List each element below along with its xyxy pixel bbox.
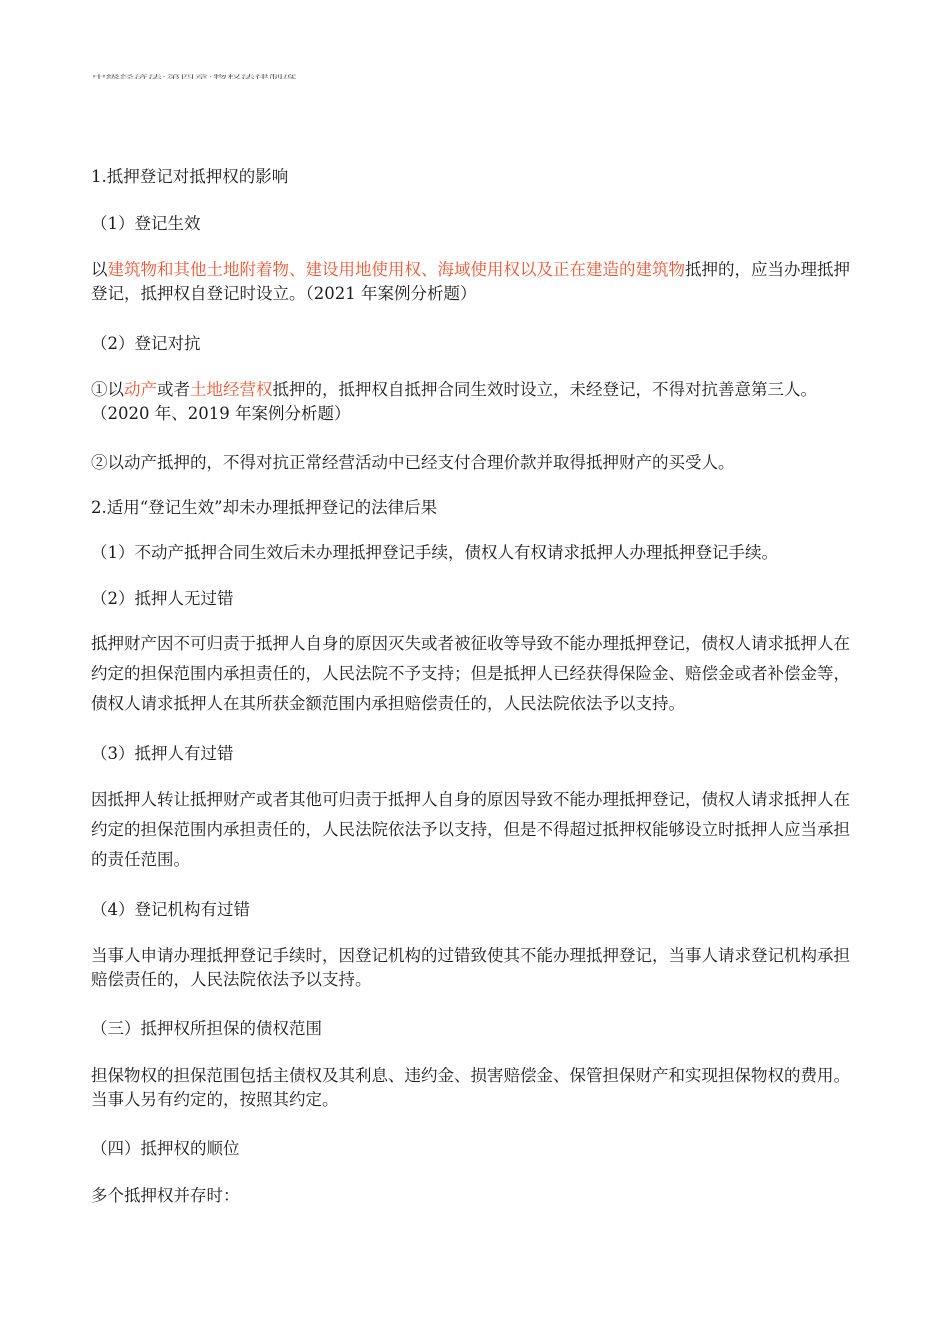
section-3-title: （三）抵押权所担保的债权范围 bbox=[91, 1019, 322, 1038]
paragraph-no-fault: 抵押财产因不可归责于抵押人自身的原因灭失或者被征收等导致不能办理抵押登记，债权人请求抵押人在约定的担保范围内承担责任的，人民法院不予支持；但是抵押人已经获得保险金、赔偿金或者补偿金等，债权人请求抵押人在其所获金额范围内承担赔偿责任的，人民法院依法予以支持。 bbox=[91, 634, 850, 713]
section-1-sub-2: （2）登记对抗 bbox=[91, 334, 201, 353]
paragraph-fault: 因抵押人转让抵押财产或者其他可归责于抵押人自身的原因导致不能办理抵押登记，债权人请求抵押人在约定的担保范围内承担责任的，人民法院依法予以支持，但是不得超过抵押权能够设立时抵押人应当承担的责任范围。 bbox=[91, 790, 850, 869]
text-run: 抵押的，应当办理抵押登记，抵押权自登记时设立。（2021 年案例分析题） bbox=[91, 260, 850, 303]
paragraph-registry-fault: 当事人申请办理抵押登记手续时，因登记机构的过错致使其不能办理抵押登记，当事人请求登记机构承担赔偿责任的，人民法院依法予以支持。 bbox=[91, 946, 850, 989]
section-1-sub-1: （1）登记生效 bbox=[91, 214, 201, 233]
paragraph-priority: 多个抵押权并存时： bbox=[91, 1186, 240, 1205]
section-1-title: 1.抵押登记对抵押权的影响 bbox=[91, 167, 289, 186]
highlight-text: 建筑物和其他土地附着物、建设用地使用权、海域使用权以及正在建造的建筑物 bbox=[107, 260, 685, 279]
text-run: 以 bbox=[91, 260, 108, 279]
page-header bbox=[92, 66, 322, 88]
paragraph-registration-effective bbox=[91, 258, 863, 306]
text-run: ①以 bbox=[91, 380, 124, 399]
text-run: 或者 bbox=[157, 380, 190, 399]
highlight-text: 土地经营权 bbox=[190, 380, 273, 399]
paragraph-movable-property: ②以动产抵押的，不得对抗正常经营活动中已经支付合理价款并取得抵押财产的买受人。 bbox=[91, 453, 735, 472]
section-2-item-3: （3）抵押人有过错 bbox=[91, 744, 234, 763]
page-header-text: 中级经济法·第四章·物权法律制度 bbox=[92, 74, 297, 80]
section-2-item-4: （4）登记机构有过错 bbox=[91, 900, 250, 919]
section-2-item-1: （1）不动产抵押合同生效后未办理抵押登记手续，债权人有权请求抵押人办理抵押登记手续。 bbox=[91, 543, 778, 562]
highlight-text: 动产 bbox=[124, 380, 157, 399]
paragraph-registration-against bbox=[91, 378, 863, 426]
section-2-item-2: （2）抵押人无过错 bbox=[91, 589, 234, 608]
section-4-title: （四）抵押权的顺位 bbox=[91, 1139, 240, 1158]
paragraph-scope: 担保物权的担保范围包括主债权及其利息、违约金、损害赔偿金、保管担保财产和实现担保物权的费用。当事人另有约定的，按照其约定。 bbox=[91, 1066, 850, 1109]
section-2-title: 2.适用“登记生效”却未办理抵押登记的法律后果 bbox=[91, 498, 438, 517]
text-run: 抵押的，抵押权自抵押合同生效时设立，未经登记，不得对抗善意第三人。（2020 年、2019 年案例分析题） bbox=[91, 380, 817, 423]
